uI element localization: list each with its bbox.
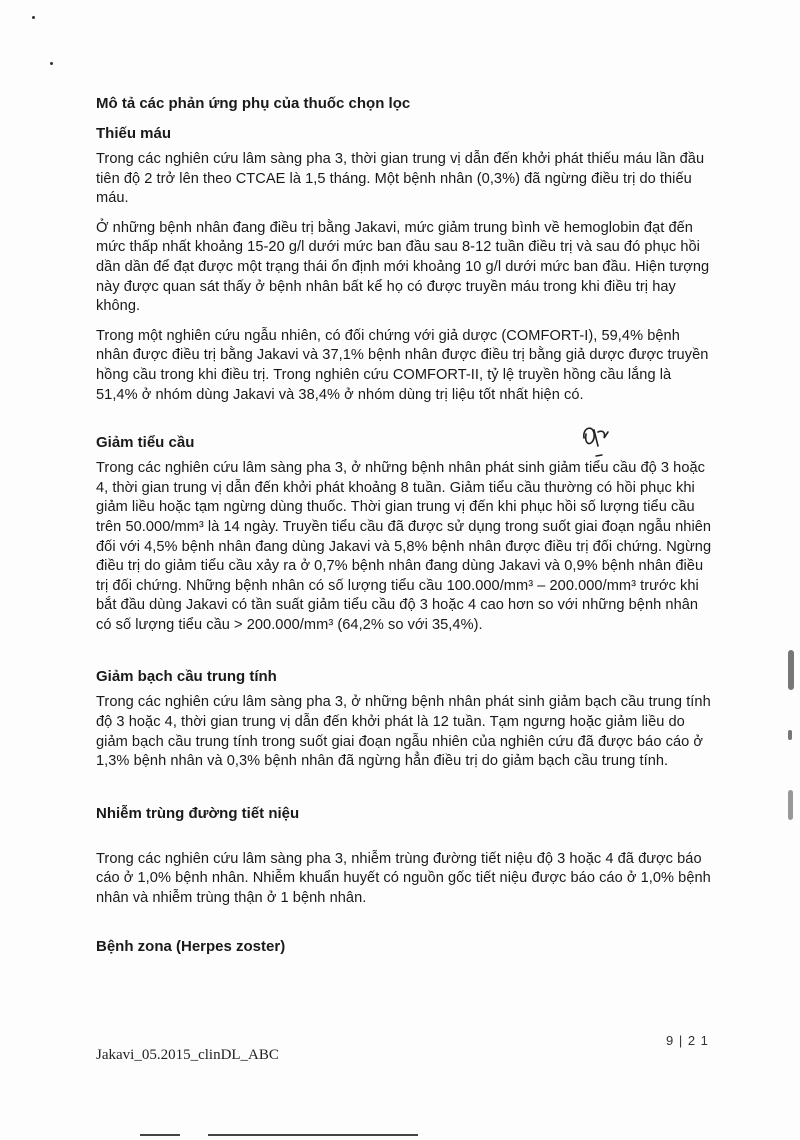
- paragraph: Trong các nghiên cứu lâm sàng pha 3, ở những bệnh nhân phát sinh giảm bạch cầu trung tính độ 3 hoặc 4, thời gian trung vị dẫn đến khởi phát là 12 tuần. Tạm ngưng hoặc giảm liều do giảm bạch cầu trung tính trong suốt giai đoạn ngẫu nhiên của nghiên cứu đã được báo cáo ở 1,3% bệnh nhân và 0,3% bệnh nhân đã ngừng hẳn điều trị do giảm bạch cầu trung tính.: [96, 694, 711, 770]
- paragraph: Trong các nghiên cứu lâm sàng pha 3, thời gian trung vị dẫn đến khởi phát thiếu máu lần đầu tiên độ 2 trở lên theo CTCAE là 1,5 tháng. Một bệnh nhân (0,3%) đã ngừng điều trị do thiếu máu.: [96, 151, 705, 207]
- scan-edge-mark: [788, 790, 793, 820]
- spacer: [96, 782, 712, 804]
- section-neutropenia: [96, 667, 712, 771]
- section-thrombocytopenia: [96, 433, 712, 635]
- spacer: [96, 919, 712, 937]
- scan-bottom-rule: [208, 1134, 418, 1136]
- document-body: [96, 94, 712, 963]
- scan-bottom-rule: [140, 1134, 180, 1136]
- paragraph: Trong các nghiên cứu lâm sàng pha 3, nhiễm trùng đường tiết niệu độ 3 hoặc 4 đã được báo cáo ở 1,0% bệnh nhân. Nhiễm khuẩn huyết có nguồn gốc tiết niệu được báo cáo ở 1,0% bệnh nhân và nhiễm trùng thận ở 1 bệnh nhân.: [96, 850, 711, 907]
- spacer: [96, 415, 712, 433]
- section-heading: Bệnh zona (Herpes zoster): [96, 937, 286, 955]
- handwritten-initials-mark: [578, 416, 618, 460]
- scan-edge-mark: [788, 650, 794, 690]
- section-heading: Thiếu máu: [96, 125, 172, 142]
- section-urinary-infection: [96, 804, 712, 909]
- section-heading: Giảm bạch cầu trung tính: [96, 668, 277, 686]
- scan-speck: [50, 62, 53, 65]
- section-heading: Nhiễm trùng đường tiết niệu: [96, 804, 300, 822]
- scan-speck: [32, 16, 35, 19]
- spacer: [96, 645, 712, 667]
- section-anemia: [96, 124, 712, 405]
- scan-edge-mark: [788, 730, 792, 740]
- paragraph: Ở những bệnh nhân đang điều trị bằng Jakavi, mức giảm trung bình về hemoglobin đạt đến mức thấp nhất khoảng 15-20 g/l dưới mức ban đầu sau 8-12 tuần điều trị và sau đó phục hồi dần dần để đạt được một trạng thái ổn định mới khoảng 10 g/l dưới mức ban đầu. Hiện tượng này được quan sát thấy ở bệnh nhân bất kể họ có được truyền máu trong khi điều trị hay không.: [96, 219, 710, 315]
- document-footer-id: Jakavi_05.2015_clinDL_ABC: [96, 1047, 279, 1063]
- paragraph: Trong một nghiên cứu ngẫu nhiên, có đối chứng với giả dược (COMFORT-I), 59,4% bệnh nhân được điều trị bằng Jakavi và 37,1% bệnh nhân được điều trị bằng giả dược được truyền hồng cầu trong khi điều trị. Trong nghiên cứu COMFORT-II, tỷ lệ truyền hồng cầu lắng là 51,4% ở nhóm dùng Jakavi và 38,4% ở nhóm dùng trị liệu tốt nhất hiện có.: [96, 327, 709, 403]
- page-number: 9 | 2 1: [666, 1033, 709, 1048]
- document-title: Mô tả các phản ứng phụ của thuốc chọn lọc: [96, 95, 411, 112]
- section-heading: Giảm tiểu cầu: [96, 434, 195, 452]
- section-herpes-zoster: [96, 937, 712, 957]
- paragraph: Trong các nghiên cứu lâm sàng pha 3, ở những bệnh nhân phát sinh giảm tiểu cầu độ 3 hoặc 4, thời gian trung vị dẫn đến khởi phát khoảng 8 tuần. Giảm tiểu cầu thường có hồi phục khi giảm liều hoặc tạm ngừng dùng thuốc. Thời gian trung vị đến khi phục hồi số lượng tiểu cầu trên 50.000/mm³ là 14 ngày. Truyền tiểu cầu đã được sử dụng trong suốt giai đoạn ngẫu nhiên đối với 4,5% bệnh nhân đang dùng Jakavi và 5,8% bệnh nhân được điều trị đối chứng. Ngừng điều trị do giảm tiểu cầu xảy ra ở 0,7% bệnh nhân đang dùng Jakavi và 0,9% bệnh nhân điều trị đối chứng. Những bệnh nhân có số lượng tiểu cầu 100.000/mm³ – 200.000/mm³ trước khi bắt đầu dùng Jakavi có tần suất giảm tiểu cầu độ 3 hoặc 4 cao hơn so với những bệnh nhân có số lượng tiểu cầu > 200.000/mm³ (64,2% so với 35,4%).: [96, 460, 712, 633]
